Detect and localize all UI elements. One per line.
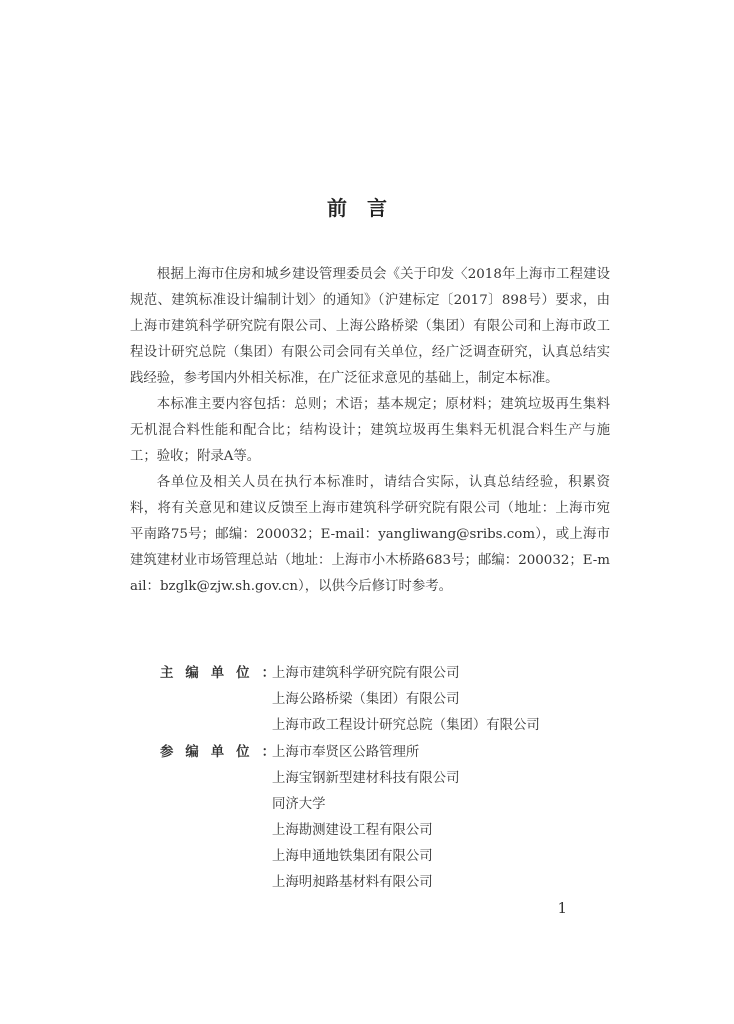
participating-units-label: 参编单位 [160, 745, 262, 760]
unit-name: 上海申通地铁集团有限公司 [272, 849, 433, 864]
unit-row [160, 766, 620, 792]
preface-body [130, 262, 610, 600]
chief-editing-units [160, 661, 620, 739]
unit-row [160, 740, 620, 766]
unit-row [160, 844, 620, 870]
label-colon: ： [261, 745, 275, 760]
unit-row [160, 792, 620, 818]
label-colon: ： [261, 666, 275, 681]
unit-row [160, 870, 620, 896]
unit-name: 上海市建筑科学研究院有限公司 [272, 666, 460, 681]
unit-name: 上海市奉贤区公路管理所 [272, 745, 420, 760]
unit-name: 同济大学 [272, 797, 326, 812]
page-title: 前言 [327, 196, 407, 220]
unit-name: 上海明昶路基材料有限公司 [272, 875, 433, 890]
unit-name: 上海勘测建设工程有限公司 [272, 823, 433, 838]
unit-name: 上海宝钢新型建材科技有限公司 [272, 771, 460, 786]
paragraph: 各单位及相关人员在执行本标准时，请结合实际，认真总结经验，积累资料，将有关意见和建议反馈至上海市建筑科学研究院有限公司（地址：上海市宛平南路75号；邮编：200032；E-mail：yangliwang@sribs.com），或上海市建筑建材业市场管理总站（地址：上海市小木桥路683号；邮编：200032；E-mail：bzglk@zjw.sh.gov.cn），以供今后修订时参考。 [130, 475, 610, 594]
unit-row [160, 661, 620, 687]
page-number: 1 [557, 899, 567, 917]
chief-units-label: 主编单位 [160, 666, 262, 681]
participating-units [160, 740, 620, 896]
paragraph: 本标准主要内容包括：总则；术语；基本规定；原材料；建筑垃圾再生集料无机混合料性能和配合比；结构设计；建筑垃圾再生集料无机混合料生产与施工；验收；附录A等。 [130, 397, 610, 464]
unit-name: 上海公路桥梁（集团）有限公司 [272, 692, 460, 707]
unit-row [160, 687, 620, 713]
paragraph: 根据上海市住房和城乡建设管理委员会《关于印发〈2018年上海市工程建设规范、建筑标准设计编制计划〉的通知》（沪建标定〔2017〕898号）要求，由上海市建筑科学研究院有限公司、上海公路桥梁（集团）有限公司和上海市政工程设计研究总院（集团）有限公司会同有关单位，经广泛调查研究，认真总结实践经验，参考国内外相关标准，在广泛征求意见的基础上，制定本标准。 [130, 267, 610, 386]
unit-row [160, 818, 620, 844]
unit-name: 上海市政工程设计研究总院（集团）有限公司 [272, 718, 540, 733]
unit-row [160, 713, 620, 739]
